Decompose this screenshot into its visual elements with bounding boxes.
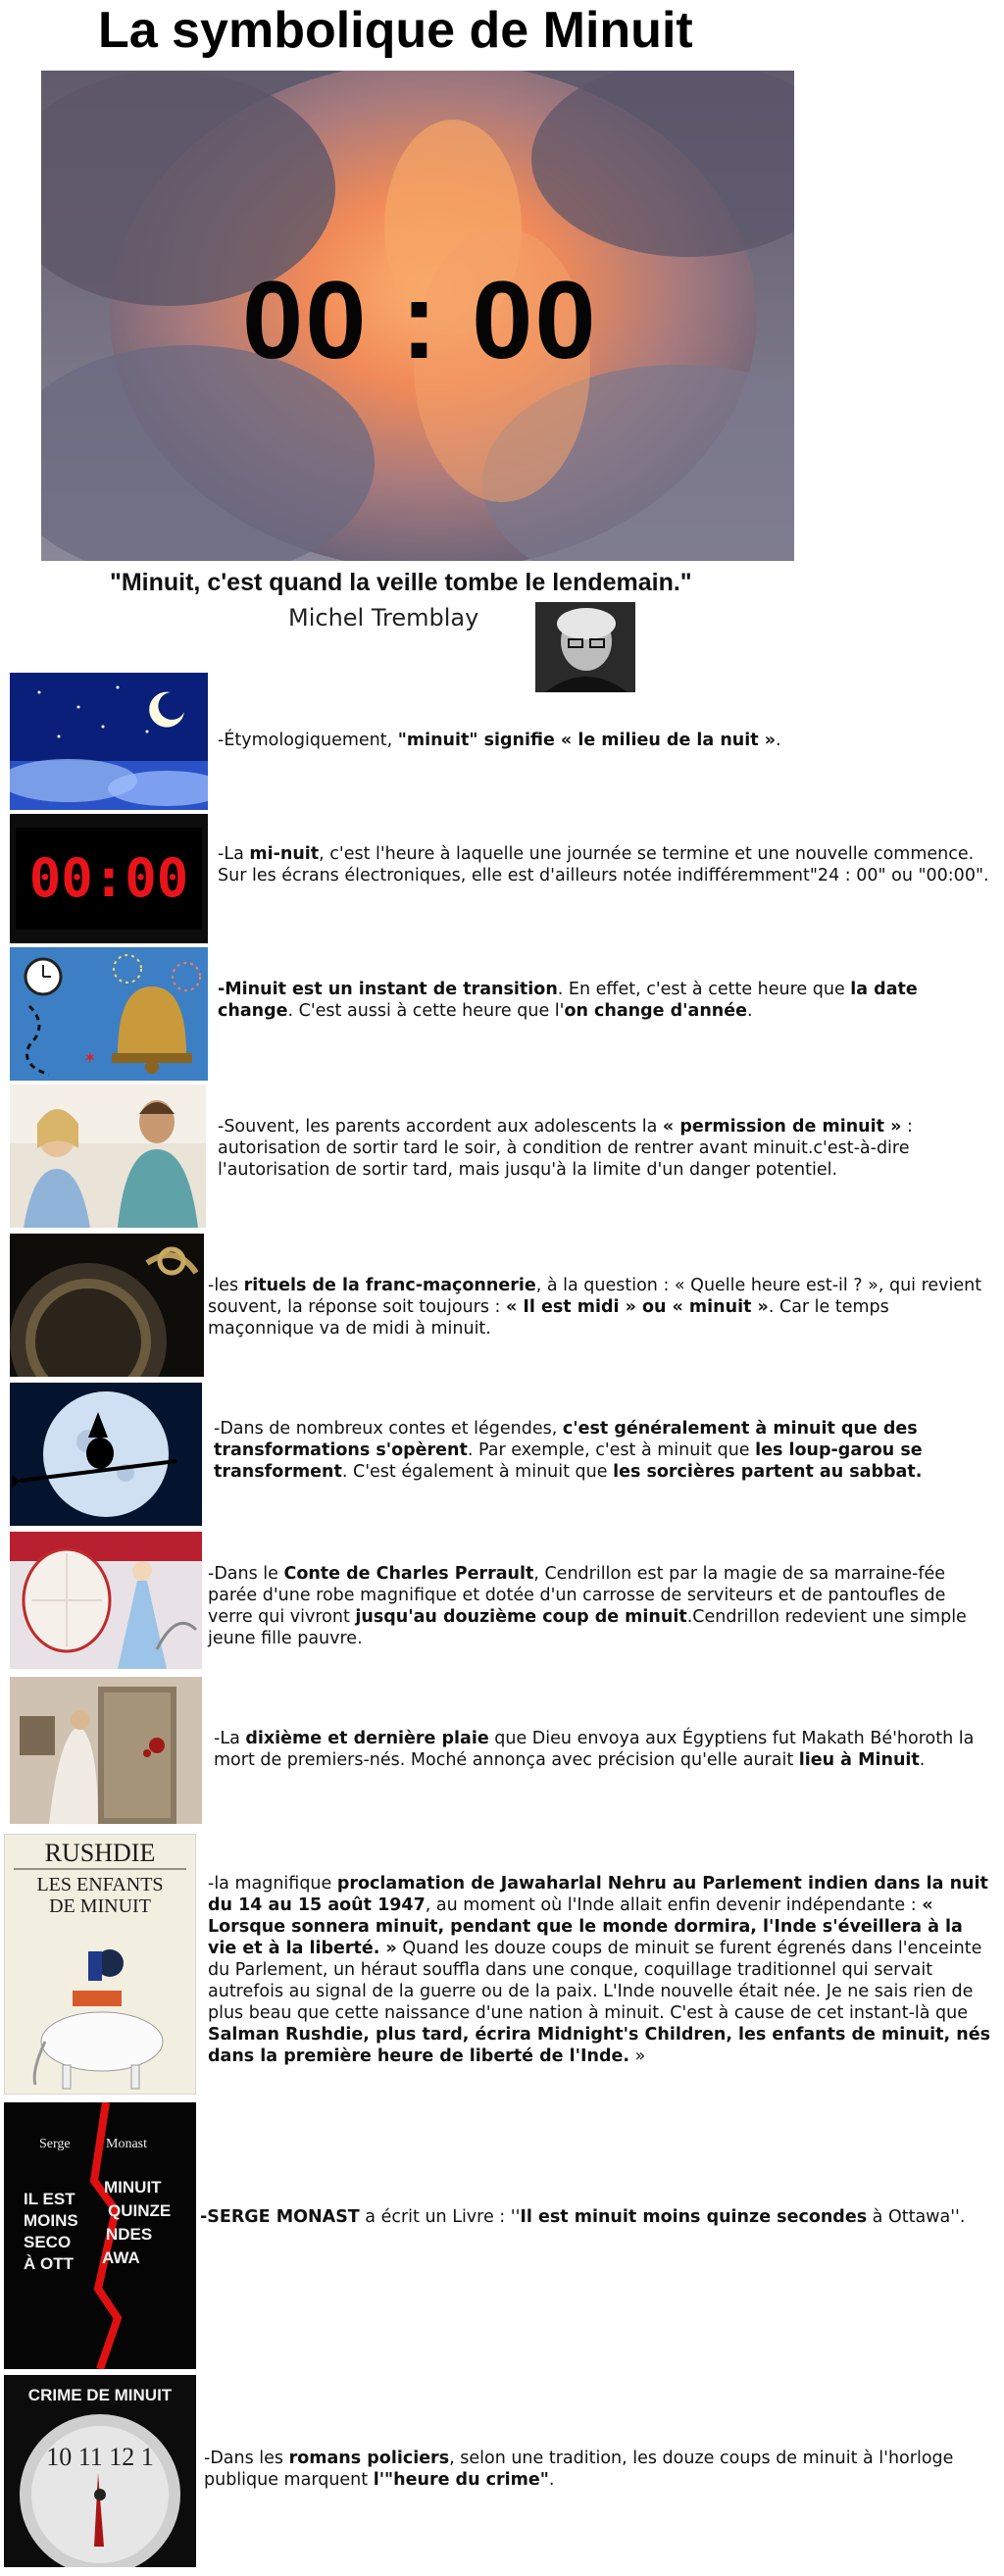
bold-text-fragment: l'"heure du crime" xyxy=(373,2470,549,2490)
led-time-text: 00:00 xyxy=(28,847,189,909)
text-fragment: . xyxy=(548,2470,555,2490)
thumb-parents-teen xyxy=(10,1085,206,1228)
bold-text-fragment: « Lorsque sonnera minuit, pendant que le monde dormira, l'Inde s'éveillera à la vie et à la liberté. » xyxy=(208,1895,963,1958)
text-fragment: , Cendrillon est par la magie de sa marraine-fée parée d'une robe magnifique et dotée d'un carrosse de serviteurs et de pantoufles de verre qui vivront xyxy=(208,1564,946,1627)
bold-text-fragment: -SERGE MONAST xyxy=(200,2207,360,2227)
thumb-door-painting xyxy=(10,1677,202,1824)
bold-text-fragment: Conte de Charles Perrault xyxy=(283,1564,534,1584)
text-fragment: , au moment où l'Inde allait enfin devenir indépendante : xyxy=(425,1895,923,1915)
bold-text-fragment: romans policiers xyxy=(288,2449,450,2468)
bold-text-fragment: rituels de la franc-maçonnerie xyxy=(243,1276,536,1295)
bold-text-fragment: « Il est midi » ou « minuit » xyxy=(505,1297,769,1317)
book-author-right: Monast xyxy=(106,2137,147,2151)
item-text xyxy=(208,1563,992,1649)
item-text xyxy=(204,2448,992,2491)
thumb-crime-clock xyxy=(4,2375,196,2567)
svg-text:✶: ✶ xyxy=(83,1048,97,1067)
bold-text-fragment: les loup-garou se transforment xyxy=(214,1440,923,1482)
quote-author: Michel Tremblay xyxy=(288,604,479,631)
item-text xyxy=(208,1275,992,1339)
text-fragment: -Souvent, les parents accordent aux adolescents la xyxy=(218,1117,663,1136)
text-fragment: » xyxy=(629,2046,646,2066)
bold-text-fragment: « permission de minuit » xyxy=(662,1117,902,1136)
hero-image xyxy=(41,71,794,561)
text-fragment: -Dans de nombreux contes et légendes, xyxy=(214,1419,563,1439)
clock-digits: 10 11 12 1 xyxy=(46,2443,154,2471)
bold-text-fragment: "minuit" signifie « le milieu de la nuit » xyxy=(397,731,776,750)
book-line: À OTT xyxy=(24,2254,74,2273)
thumb-monast-book xyxy=(4,2102,196,2369)
text-fragment: , c'est l'heure à laquelle une journée se termine et une nouvelle commence. Sur les écrans électroniques, elle est d'ailleurs notée indifféremment"24 : 00" ou "00:00". xyxy=(218,844,989,885)
text-fragment: Quand les douze coups de minuit se furent égrenés dans l'enceinte du Parlement, un héraut souffla dans une conque, coquillage traditionnel qui servait autrefois au signal de la guerre ou de la paix. L'Inde nouvelle était née. Je ne sais rien de plus beau que cette naissance d'une nation à minuit. C'est à cause de cet instant-là que xyxy=(208,1939,982,2023)
bold-text-fragment: Il est minuit moins quinze secondes xyxy=(520,2207,868,2227)
text-fragment: . C'est également à minuit que xyxy=(341,1462,614,1482)
item-text xyxy=(218,1116,992,1181)
book-line: MOINS xyxy=(24,2211,78,2230)
text-fragment: , selon une tradition, les douze coups de minuit à l'horloge publique marquent xyxy=(204,2449,954,2490)
text-fragment: -Dans le xyxy=(208,1564,284,1584)
text-fragment: . Par exemple, c'est à minuit que xyxy=(467,1440,756,1460)
book-line: IL EST xyxy=(24,2190,75,2208)
bold-text-fragment: mi-nuit xyxy=(249,844,320,864)
hero-time-text: 00 : 00 xyxy=(242,259,598,381)
page-title: La symbolique de Minuit xyxy=(98,2,693,59)
author-portrait xyxy=(535,602,635,692)
text-fragment: .Cendrillon redevient une simple jeune fille pauvre. xyxy=(208,1607,967,1648)
thumb-rushdie-book xyxy=(4,1834,196,2095)
book-line: NDES xyxy=(106,2225,153,2244)
thumb-cinderella xyxy=(10,1532,202,1669)
text-fragment: . xyxy=(919,1750,926,1770)
book-author: RUSHDIE xyxy=(44,1839,156,1867)
text-fragment: que Dieu envoya aux Égyptiens fut Makath Bé'horoth la mort de premiers-nés. Moché annonça avec précision qu'elle aurait xyxy=(214,1729,975,1770)
item-text xyxy=(218,730,992,751)
book-title: CRIME DE MINUIT xyxy=(27,2386,173,2404)
text-fragment: . En effet, c'est à cette heure que xyxy=(557,980,851,999)
book-title-line2: DE MINUIT xyxy=(49,1895,151,1917)
item-text xyxy=(200,2206,992,2228)
bold-text-fragment: c'est généralement à minuit que des transformations s'opèrent xyxy=(214,1419,918,1460)
text-fragment: : autorisation de sortir tard le soir, à condition de rentrer avant minuit.c'est-à-dire l'autorisation de sortir tard, mais jusqu'à la limite d'un danger potentiel. xyxy=(218,1117,913,1180)
bold-text-fragment: Salman Rushdie, plus tard, écrira Midnight's Children, les enfants de minuit, nés dans la première heure de liberté de l'Inde. xyxy=(208,2025,991,2066)
thumb-digital-clock xyxy=(10,814,208,943)
bold-text-fragment: on change d'année xyxy=(564,1001,747,1021)
thumb-pocket-watch xyxy=(10,1234,204,1377)
bold-text-fragment: les sorcières partent au sabbat. xyxy=(613,1462,923,1482)
text-fragment: -les xyxy=(208,1276,244,1295)
quote-text: "Minuit, c'est quand la veille tombe le lendemain." xyxy=(110,569,692,596)
text-fragment: . C'est aussi à cette heure que l' xyxy=(287,1001,565,1021)
text-fragment: -La xyxy=(218,844,250,864)
book-line: QUINZE xyxy=(108,2201,172,2220)
bold-text-fragment: proclamation de Jawaharlal Nehru au Parlement indien dans la nuit du 14 au 15 août 1947 xyxy=(208,1874,988,1915)
item-text xyxy=(214,1728,992,1771)
bold-text-fragment: jusqu'au douzième coup de minuit xyxy=(355,1607,687,1627)
text-fragment: -Étymologiquement, xyxy=(218,731,398,750)
text-fragment: , à la question : « Quelle heure est-il ? », qui revient souvent, la réponse soit toujours : xyxy=(208,1276,982,1317)
thumb-witch-moon xyxy=(10,1383,202,1526)
text-fragment: -La xyxy=(214,1729,246,1748)
bold-text-fragment: dixième et dernière plaie xyxy=(245,1729,489,1748)
book-line: SECO xyxy=(24,2233,72,2251)
text-fragment: -Dans les xyxy=(204,2449,289,2468)
book-title-line1: LES ENFANTS xyxy=(36,1874,164,1895)
text-fragment: -la magnifique xyxy=(208,1874,337,1894)
text-fragment: à Ottawa''. xyxy=(867,2207,966,2227)
item-text xyxy=(214,1418,992,1483)
text-fragment: a écrit un Livre : '' xyxy=(359,2207,521,2227)
book-author-left: Serge xyxy=(39,2137,71,2151)
bold-text-fragment: -Minuit est un instant de transition xyxy=(218,980,558,999)
text-fragment: . xyxy=(746,1001,753,1021)
item-text xyxy=(218,979,992,1022)
text-fragment: . xyxy=(776,731,781,750)
item-text xyxy=(218,843,992,886)
book-line: MINUIT xyxy=(104,2178,162,2197)
book-line: AWA xyxy=(102,2248,140,2267)
bold-text-fragment: lieu à Minuit xyxy=(798,1750,920,1770)
thumb-clock-bell-fireworks xyxy=(10,947,208,1081)
bold-text-fragment: la date change xyxy=(218,980,918,1021)
thumb-starry-night-moon xyxy=(10,673,208,810)
text-fragment: . Car le temps maçonnique va de midi à minuit. xyxy=(208,1297,889,1339)
item-text xyxy=(208,1873,992,2067)
